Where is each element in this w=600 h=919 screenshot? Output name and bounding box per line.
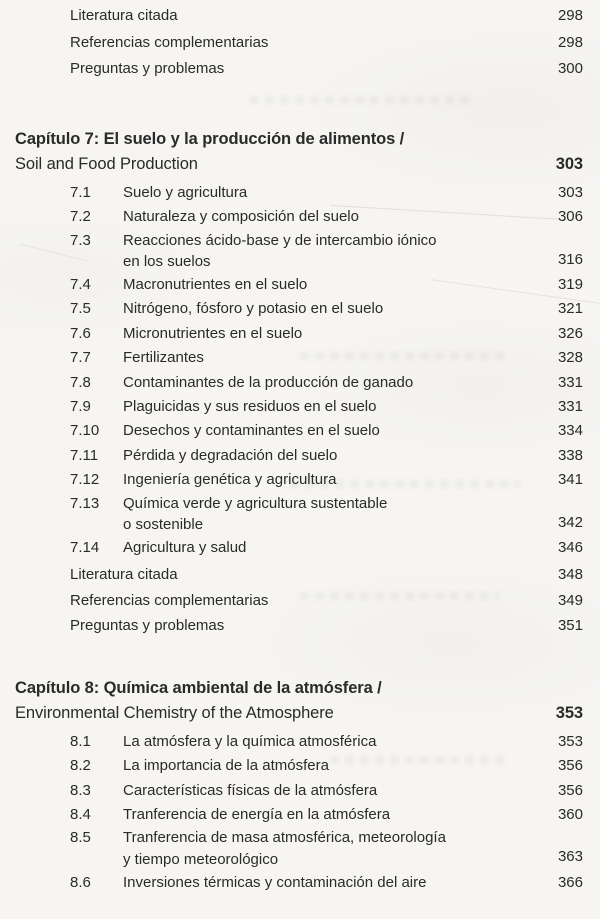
entry-page-number: 331 [557,373,583,391]
entry-page-number: 331 [557,398,583,416]
entry-page-number: 300 [557,60,583,78]
section-title-line1: Tranferencia de masa atmosférica, meteorología [123,829,446,847]
entry-page-number: 346 [557,539,583,557]
chapter-sections [15,730,583,895]
entry-page-number: 366 [557,873,583,891]
toc-entry [15,30,583,57]
entry-page-number: 303 [557,183,583,201]
toc-entry [15,562,583,587]
entry-page-number: 306 [557,208,583,226]
section-title: Fertilizantes [123,349,204,367]
toc-entry [15,754,583,778]
section-title: Macronutrientes en el suelo [123,276,308,293]
chapter-title: Capítulo 7: El suelo y la producción de alimentos / [15,129,405,148]
section-title-line2: o sostenible [123,515,204,533]
toc-entry [15,803,583,827]
section-number: 7.5 [70,300,91,318]
section-title [123,827,558,869]
section-number: 8.6 [70,873,91,891]
entry-page-number: 356 [557,781,583,799]
toc-entry [15,871,583,895]
chapter-block [15,127,583,639]
toc-entry [15,322,583,346]
section-title: La atmósfera y la química atmosférica [123,732,377,750]
section-number: 7.8 [70,373,91,391]
section-title: Micronutrientes en el suelo [123,324,303,342]
section-title: Ingeniería genética y agricultura [123,471,337,489]
toc-entry [15,371,583,395]
section-number: 7.3 [70,231,91,249]
toc-entry [15,444,583,468]
toc-entry [15,419,583,443]
entry-label: Preguntas y problemas [70,617,225,635]
previous-chapter-tail [15,3,583,83]
section-title-line2: en los suelos [123,252,211,270]
entry-page-number: 334 [557,422,583,440]
section-number: 7.10 [70,422,100,440]
section-number: 8.5 [70,829,91,847]
entry-page-number: 356 [557,757,583,775]
toc-entry [15,536,583,560]
chapter-title-line2 [15,152,583,177]
toc-entry [15,56,583,83]
chapter-title: Capítulo 8: Química ambiental de la atmósfera / [15,678,382,697]
chapter-page-number: 303 [555,154,583,173]
toc-entry [15,468,583,492]
entry-label: Literatura citada [70,566,178,584]
section-title: Desechos y contaminantes en el suelo [123,422,380,440]
chapter-subtitle: Environmental Chemistry of the Atmosphere [15,703,334,722]
chapter-block [15,676,583,895]
section-title: Naturaleza y composición del suelo [123,208,359,226]
entry-page-number: 298 [557,33,583,51]
toc-entry [15,297,583,321]
entry-label: Literatura citada [70,7,178,24]
section-number: 7.6 [70,324,91,342]
entry-page-number: 326 [557,324,583,342]
toc-entry [15,3,583,30]
section-number: 8.2 [70,757,91,775]
entry-page-number: 298 [557,7,583,24]
chapter-subtitle: Soil and Food Production [15,154,198,173]
entry-label: Referencias complementarias [70,591,269,609]
section-number: 7.2 [70,208,91,226]
entry-page-number: 353 [557,732,583,750]
entry-page-number: 351 [557,617,583,635]
section-number: 7.4 [70,276,91,293]
section-title: Nitrógeno, fósforo y potasio en el suelo [123,300,384,318]
chapter-title-line2 [15,701,583,726]
toc-entry [15,205,583,229]
toc-entry [15,730,583,754]
section-title: Pérdida y degradación del suelo [123,446,338,464]
section-number: 7.1 [70,183,91,201]
section-number: 7.14 [70,539,100,557]
entry-page-number: 316 [557,250,583,268]
toc-entry [15,181,583,205]
section-number: 8.3 [70,781,91,799]
section-title: Suelo y agricultura [123,183,248,201]
section-title: La importancia de la atmósfera [123,757,329,775]
entry-page-number: 319 [557,276,583,293]
section-title: Características físicas de la atmósfera [123,781,378,799]
section-title-line1: Reacciones ácido-base y de intercambio iónico [123,231,437,249]
section-number: 7.11 [70,446,99,464]
section-title: Agricultura y salud [123,539,247,557]
entry-page-number: 338 [557,446,583,464]
section-title-line2: y tiempo meteorológico [123,850,279,868]
entry-page-number: 321 [557,300,583,318]
entry-page-number: 348 [557,566,583,584]
toc-entry [15,230,583,272]
entry-page-number: 342 [557,513,583,531]
section-number: 7.7 [70,349,91,367]
section-number: 7.13 [70,494,100,512]
entry-label: Referencias complementarias [70,33,269,51]
chapter-page-number: 353 [555,703,583,722]
section-title [123,230,558,272]
chapter-back-matter [15,562,583,638]
section-number: 7.12 [70,471,100,489]
section-title: Contaminantes de la producción de ganado [123,373,414,391]
section-number: 7.9 [70,398,91,416]
toc-entry [15,779,583,803]
toc-entry [15,395,583,419]
section-title [123,493,558,535]
section-title-line1: Química verde y agricultura sustentable [123,494,388,512]
entry-page-number: 341 [557,471,583,489]
section-number: 8.1 [70,732,91,750]
section-number: 8.4 [70,805,91,823]
section-title: Inversiones térmicas y contaminación del aire [123,873,427,891]
chapter-sections [15,181,583,561]
toc-entry [15,613,583,638]
toc-entry [15,827,583,869]
entry-label: Preguntas y problemas [70,60,225,78]
toc-entry [15,588,583,613]
toc-entry [15,273,583,297]
entry-page-number: 349 [557,591,583,609]
entry-page-number: 363 [557,848,583,866]
entry-page-number: 360 [557,805,583,823]
section-title: Tranferencia de energía en la atmósfera [123,805,391,823]
entry-page-number: 328 [557,349,583,367]
toc-entry [15,493,583,535]
toc-entry [15,346,583,370]
section-title: Plaguicidas y sus residuos en el suelo [123,398,377,416]
